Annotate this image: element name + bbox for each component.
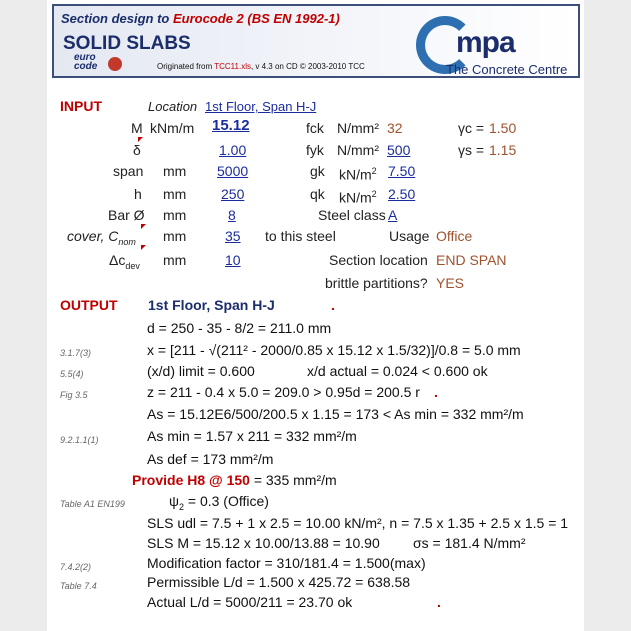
section-design-title: Section design to Eurocode 2 (BS EN 1992-1) [61,11,340,26]
comment-marker-icon [141,245,146,250]
gk-unit: $kN/m^2$ [339,166,377,183]
fck-unit: N/mm² [337,120,379,136]
marker-dot: . [331,297,335,313]
cover-label: cover, $C_{nom}$ [67,228,136,247]
depth-label: h [134,186,142,202]
ref-9-2-1-1: 9.2.1.1(1) [60,435,99,445]
moment-input[interactable]: 15.12 [212,117,250,134]
delta-label: δ [133,142,141,158]
comment-marker-icon [141,224,146,229]
gamma-s-label: γs = [458,142,485,158]
delta-c-label: $\Delta c_{dev}$ [109,252,140,271]
bar-dia-unit: mm [163,207,187,223]
eurocode-logo-icon [108,57,122,71]
ref-3-1-7: 3.1.7(3) [60,348,92,358]
output-location: 1st Floor, Span H-J [148,297,275,313]
calc-sls-udl: SLS udl = 7.5 + 1 x 2.5 = 10.00 kN/m², n = 7.5 x 1.35 + 2.5 x 1.5 = 1 [147,515,569,531]
calc-xd-limit: (x/d) limit = 0.600 [147,363,255,379]
section-location-value: END SPAN [436,252,507,268]
calc-sigma-s: σs = 181.4 N/mm² [413,535,526,551]
calc-as: As = 15.12E6/500/200.5 x 1.15 = 173 < As min = 332 mm²/m [147,406,524,422]
calc-as-def: As def = 173 mm²/m [147,451,274,467]
ref-fig-3-5: Fig 3.5 [60,390,88,400]
calc-as-min: As min = 1.57 x 211 = 332 mm²/m [147,428,357,444]
steel-class-label: Steel class [318,207,386,223]
eurocode-ref: Eurocode 2 (BS EN 1992-1) [172,11,340,26]
qk-label: qk [310,186,325,202]
gamma-s-value: 1.15 [489,142,517,158]
calc-xd-actual: x/d actual = 0.024 < 0.600 ok [307,363,488,379]
span-input[interactable]: 5000 [217,163,249,179]
ref-table-7-4: Table 7.4 [60,581,97,591]
gk-label: gk [310,163,325,179]
sheet-header [52,4,580,78]
marker-dot: . [437,594,441,610]
calc-permissible: Permissible L/d = 1.500 x 425.72 = 638.58 [147,574,411,590]
usage-label: Usage [389,228,430,244]
ref-7-4-2: 7.4.2(2) [60,562,92,572]
calc-psi: $\psi_2 = 0.3$ (Office) [169,493,269,512]
cover-input[interactable]: 35 [225,228,241,244]
delta-input[interactable]: 1.00 [219,142,247,158]
cover-note: to this steel [265,228,336,244]
provide-line: Provide H8 @ 150 = 335 mm²/m [132,472,337,488]
brittle-label: brittle partitions? [325,275,428,291]
fyk-label: fyk [306,142,324,158]
span-label: span [113,163,144,179]
gamma-c-value: 1.50 [489,120,517,136]
depth-unit: mm [163,186,187,202]
calc-actual: Actual L/d = 5000/211 = 23.70 ok [147,594,353,610]
depth-input[interactable]: 250 [221,186,245,202]
usage-value: Office [436,228,473,244]
bar-dia-label: Bar Ø [108,207,145,223]
moment-unit: kNm/m [150,120,195,136]
qk-input[interactable]: 2.50 [388,186,416,202]
fck-label: fck [306,120,324,136]
bar-dia-input[interactable]: 8 [228,207,236,223]
gamma-c-label: γc = [458,120,485,136]
calc-sls-m: SLS M = 15.12 x 10.00/13.88 = 10.90 [147,535,380,551]
gk-input[interactable]: 7.50 [388,163,416,179]
ref-table-a1: Table A1 EN199 [60,499,125,509]
qk-unit: $kN/m^2$ [339,189,377,206]
location-label: Location [148,99,198,114]
cover-unit: mm [163,228,187,244]
output-heading: OUTPUT [60,297,118,313]
calc-d: d = 250 - 35 - 8/2 = 211.0 mm [147,320,332,336]
originated-note: Originated from TCC11.xls, v 4.3 on CD © 2003-2010 TCC [157,62,365,71]
concrete-centre-text: The Concrete Centre [446,62,568,77]
span-unit: mm [163,163,187,179]
steel-class-input[interactable]: A [388,207,398,223]
page-title: SOLID SLABS [63,33,191,54]
location-input[interactable]: 1st Floor, Span H-J [205,99,317,114]
calc-x: x = [211 - √(211² - 2000/0.85 x 15.12 x 1.5/32)]/0.8 = 5.0 mm [147,342,521,358]
calc-z: z = 211 - 0.4 x 5.0 = 209.0 > 0.95d = 200.5 r [147,384,420,400]
brittle-value: YES [436,275,465,291]
fyk-input[interactable]: 500 [387,142,411,158]
calc-modification: Modification factor = 310/181.4 = 1.500(max) [147,555,426,571]
fyk-unit: N/mm² [337,142,379,158]
fck-value: 32 [387,120,403,136]
marker-dot: . [434,384,438,400]
section-location-label: Section location [329,252,428,268]
mpa-logo-text: mpa [456,26,515,59]
delta-c-input[interactable]: 10 [225,252,241,268]
calc-sheet [47,0,584,631]
eurocode-logo: euro code [74,53,122,71]
ref-5-5: 5.5(4) [60,369,84,379]
delta-c-unit: mm [163,252,187,268]
input-heading: INPUT [60,98,102,114]
provide-bars: Provide H8 @ 150 [132,472,250,488]
moment-label: M [131,120,143,136]
